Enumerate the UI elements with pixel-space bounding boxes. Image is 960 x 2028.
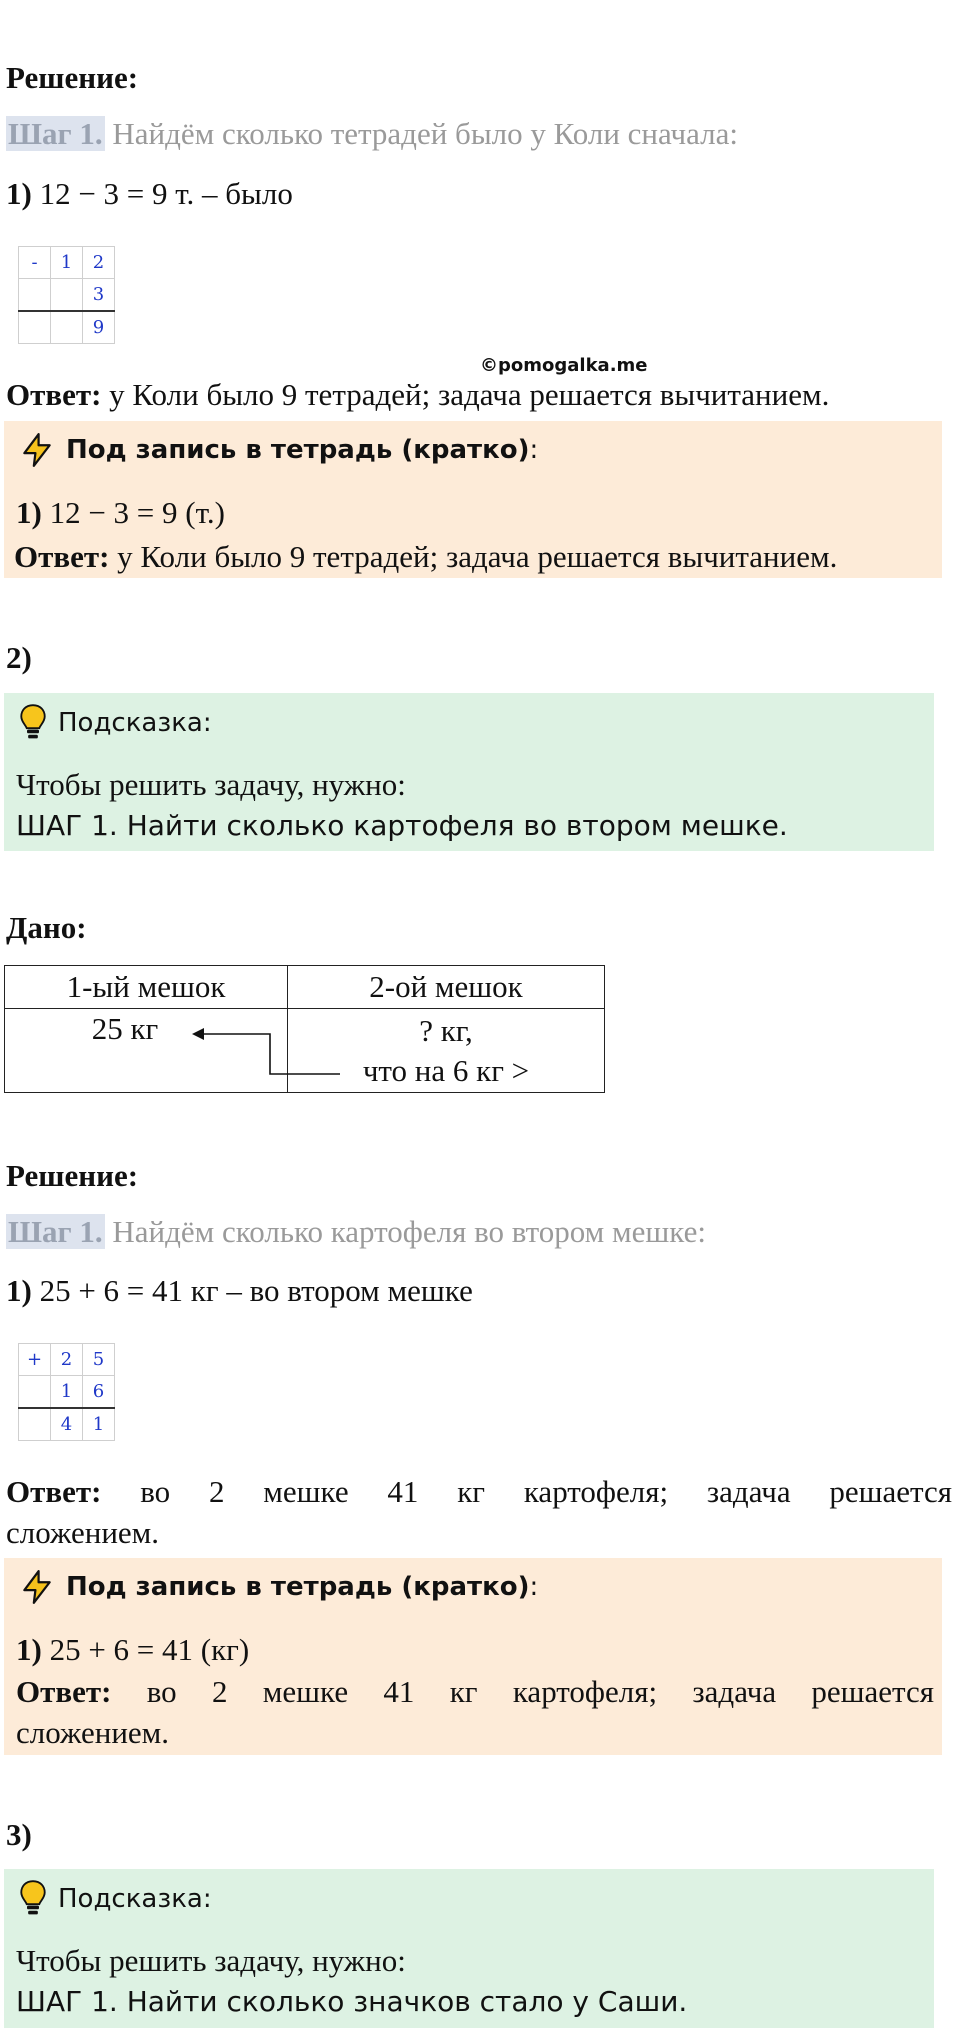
grid-cell <box>19 311 51 344</box>
hint-title <box>18 703 212 743</box>
notebook-note <box>4 421 942 578</box>
step-line <box>6 114 738 154</box>
step-line <box>6 1212 706 1252</box>
answer-label: Ответ: <box>6 1474 102 1509</box>
answer-text: во 2 мешке 41 кг картофеля; задача решается <box>101 1474 952 1509</box>
note-answer-line2: сложением. <box>16 1715 170 1750</box>
note-title-text: Под запись в тетрадь (кратко) <box>66 435 530 465</box>
solution-heading: Решение: <box>6 60 139 95</box>
calc-tail: (т.) <box>177 495 225 530</box>
note-title-colon: : <box>529 435 539 465</box>
solution-heading: Решение: <box>6 1158 139 1193</box>
grid-cell: 2 <box>51 1344 83 1376</box>
calc-expression: 12 − 3 = 9 <box>41 495 178 530</box>
calc-number: 1) <box>16 1632 42 1667</box>
hint-title-text: Подсказка: <box>58 708 212 738</box>
answer-label: Ответ: <box>14 539 110 574</box>
calc-number: 1) <box>6 1273 32 1308</box>
answer-line2: сложением. <box>6 1515 160 1550</box>
column-calculation <box>18 1343 115 1441</box>
step-chip: Шаг 1. <box>8 1214 103 1249</box>
calc-number: 1) <box>6 176 32 211</box>
lightbulb-icon <box>18 1879 48 1919</box>
calc-tail: (кг) <box>193 1632 250 1667</box>
note-answer <box>16 1672 934 1712</box>
bag2-value-line2: что на 6 кг > <box>362 1052 530 1088</box>
hint-box <box>4 693 934 851</box>
given-heading: Дано: <box>6 910 87 945</box>
grid-cell <box>19 279 51 312</box>
hint-title <box>18 1879 212 1919</box>
grid-cell: 3 <box>83 279 115 312</box>
grid-cell: 4 <box>51 1408 83 1441</box>
table-header-bag2: 2-ой мешок <box>288 966 605 1009</box>
watermark: ©pomogalka.me <box>480 355 648 376</box>
note-title <box>18 431 538 469</box>
calc-line <box>6 1271 473 1311</box>
hint-step-label: ШАГ 1. <box>16 809 118 842</box>
grid-cell: 9 <box>83 311 115 344</box>
answer-line <box>6 375 829 415</box>
grid-cell <box>19 1408 51 1441</box>
grid-sign: + <box>19 1344 51 1376</box>
hint-line: Чтобы решить задачу, нужно: <box>16 1943 406 1978</box>
comparison-arrow <box>190 1020 350 1080</box>
grid-cell: 1 <box>83 1408 115 1441</box>
calc-line <box>6 174 293 214</box>
note-title-text: Под запись в тетрадь (кратко) <box>66 1572 530 1602</box>
hint-step <box>16 806 788 846</box>
calc-tail: кг – во втором мешке <box>183 1273 473 1308</box>
answer-text: во 2 мешке 41 кг картофеля; задача решается <box>111 1674 934 1709</box>
notebook-note <box>4 1558 942 1755</box>
column-calculation <box>18 246 115 344</box>
calc-expression: 12 − 3 = 9 <box>31 176 168 211</box>
hint-line: Чтобы решить задачу, нужно: <box>16 767 406 802</box>
lightbulb-icon <box>18 703 48 743</box>
hint-step-text: Найти сколько значков стало у Саши. <box>117 1985 688 2018</box>
hint-step <box>16 1982 687 2022</box>
lightning-icon <box>18 1568 56 1606</box>
answer-text: у Коли было 9 тетрадей; задача решается вычитанием. <box>101 377 830 412</box>
note-answer <box>14 537 837 577</box>
grid-cell: 5 <box>83 1344 115 1376</box>
step-chip: Шаг 1. <box>8 116 103 151</box>
grid-cell <box>51 279 83 312</box>
calc-tail: т. – было <box>167 176 293 211</box>
hint-step-text: Найти сколько картофеля во втором мешке. <box>117 809 788 842</box>
step-text: Найдём сколько картофеля во втором мешке: <box>104 1214 706 1249</box>
grid-cell <box>51 311 83 344</box>
answer-text: у Коли было 9 тетрадей; задача решается вычитанием. <box>109 539 838 574</box>
hint-box <box>4 1869 934 2028</box>
grid-cell <box>19 1376 51 1409</box>
calc-expression: 25 + 6 = 41 <box>41 1632 194 1667</box>
part-label: 2) <box>6 640 32 675</box>
bag1-value: 25 кг <box>91 1011 159 1046</box>
answer-line <box>6 1472 952 1512</box>
note-title-colon: : <box>529 1572 539 1602</box>
grid-cell: 2 <box>83 247 115 279</box>
bag2-value-line1: ? кг, <box>419 1012 473 1048</box>
calc-expression: 25 + 6 = 41 <box>31 1273 184 1308</box>
step-text: Найдём сколько тетрадей было у Коли сначала: <box>104 116 738 151</box>
note-calc <box>16 493 225 533</box>
grid-cell: 6 <box>83 1376 115 1409</box>
calc-number: 1) <box>16 495 42 530</box>
note-title <box>18 1568 538 1606</box>
note-calc <box>16 1630 249 1670</box>
answer-label: Ответ: <box>16 1674 112 1709</box>
answer-label: Ответ: <box>6 377 102 412</box>
part-label: 3) <box>6 1817 32 1852</box>
grid-cell: 1 <box>51 247 83 279</box>
grid-cell: 1 <box>51 1376 83 1409</box>
hint-step-label: ШАГ 1. <box>16 1985 118 2018</box>
hint-title-text: Подсказка: <box>58 1884 212 1914</box>
grid-sign: - <box>19 247 51 279</box>
lightning-icon <box>18 431 56 469</box>
table-header-bag1: 1-ый мешок <box>5 966 288 1009</box>
